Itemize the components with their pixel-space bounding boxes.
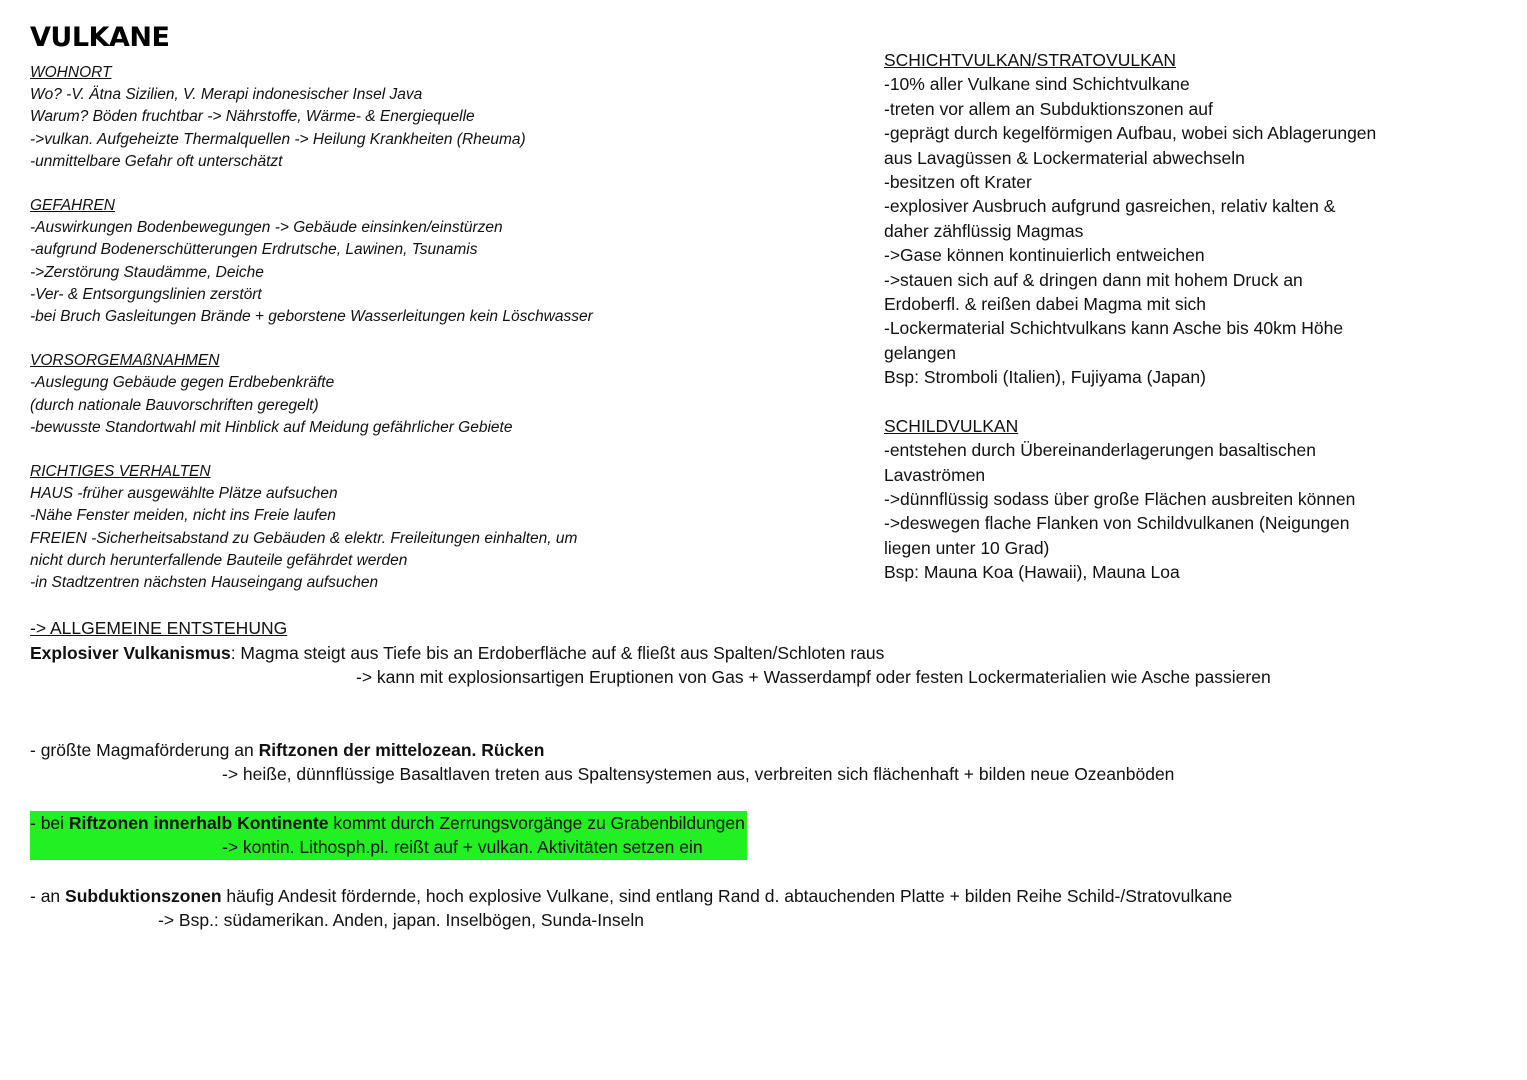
text-line: -Nähe Fenster meiden, nicht ins Freie laufen — [30, 507, 336, 525]
text-line — [30, 884, 1500, 909]
text-line: aus Lavagüssen & Lockermaterial abwechseln — [884, 147, 1245, 168]
text-line: -Ver- & Entsorgungslinien zerstört — [30, 285, 262, 303]
text-fragment: : Magma steigt aus Tiefe bis an Erdoberfläche auf & fließt aus Spalten/Schloten raus — [230, 642, 885, 663]
text-line: -> Bsp.: südamerikan. Anden, japan. Inselbögen, Sunda-Inseln — [158, 910, 644, 930]
text-line: -geprägt durch kegelförmigen Aufbau, wobei sich Ablagerungen — [884, 123, 1377, 144]
bold-term: Riftzonen der mittelozean. Rücken — [258, 739, 545, 760]
section-heading: RICHTIGES VERHALTEN — [30, 463, 211, 481]
text-line: Erdoberfl. & reißen dabei Magma mit sich — [884, 294, 1206, 315]
text-line: Lavaströmen — [884, 464, 986, 485]
text-line: ->deswegen flache Flanken von Schildvulkanen (Neigungen — [884, 513, 1350, 534]
text-fragment: - an — [30, 885, 66, 906]
text-line — [30, 738, 1500, 763]
text-line: -explosiver Ausbruch aufgrund gasreichen, relativ kalten & — [884, 196, 1336, 217]
text-line — [30, 811, 747, 836]
text-line: HAUS -früher ausgewählte Plätze aufsuchen — [30, 485, 338, 503]
text-line: ->Zerstörung Staudämme, Deiche — [30, 263, 264, 281]
section-verhalten — [30, 461, 830, 594]
text-line: Wo? -V. Ätna Sizilien, V. Merapi indonesischer Insel Java — [30, 86, 423, 104]
text-line: -bewusste Standortwahl mit Hinblick auf Meidung gefährlicher Gebiete — [30, 418, 513, 436]
highlighted-block — [30, 811, 747, 860]
right-column — [884, 48, 1504, 609]
text-line: ->dünnflüssig sodass über große Flächen ausbreiten können — [884, 488, 1356, 509]
text-line: liegen unter 10 Grad) — [884, 537, 1050, 558]
text-fragment: - bei — [30, 812, 69, 833]
text-line: -10% aller Vulkane sind Schichtvulkane — [884, 74, 1190, 95]
text-line: FREIEN -Sicherheitsabstand zu Gebäuden & elektr. Freileitungen einhalten, um — [30, 529, 578, 547]
text-fragment: kommt durch Zerrungsvorgänge zu Grabenbildungen — [328, 812, 745, 833]
section-heading: WOHNORT — [30, 64, 112, 81]
text-line: -unmittelbare Gefahr oft unterschätzt — [30, 152, 283, 170]
text-line: -Auslegung Gebäude gegen Erdbebenkräfte — [30, 374, 335, 392]
text-line: gelangen — [884, 342, 957, 363]
text-fragment: - größte Magmaförderung an — [30, 739, 259, 760]
section-schildvulkan — [884, 414, 1504, 585]
section-wohnort — [30, 62, 830, 173]
text-line: -in Stadtzentren nächsten Hauseingang aufsuchen — [30, 574, 379, 592]
text-line: -Lockermaterial Schichtvulkans kann Asche bis 40km Höhe — [884, 318, 1344, 339]
text-line: Bsp: Mauna Koa (Hawaii), Mauna Loa — [884, 562, 1180, 583]
text-line — [30, 641, 1500, 666]
section-heading: -> ALLGEMEINE ENTSTEHUNG — [30, 618, 288, 638]
left-column — [30, 62, 830, 616]
text-fragment: häufig Andesit fördernde, hoch explosive Vulkane, sind entlang Rand d. abtauchenden Platte + bilden Reihe Schild-/Stratovulkane — [221, 885, 1233, 906]
text-line: daher zähflüssig Magmas — [884, 220, 1084, 241]
text-line: ->vulkan. Aufgeheizte Thermalquellen -> Heilung Krankheiten (Rheuma) — [30, 130, 526, 148]
section-gefahren — [30, 195, 830, 328]
bold-term: Subduktionszonen — [65, 885, 222, 906]
bold-term: Explosiver Vulkanismus — [30, 642, 231, 663]
text-line: -bei Bruch Gasleitungen Brände + geborstene Wasserleitungen kein Löschwasser — [30, 308, 593, 326]
section-heading: SCHILDVULKAN — [884, 415, 1019, 436]
bold-term: Riftzonen innerhalb Kontinente — [68, 812, 329, 833]
section-vorsorge — [30, 350, 830, 439]
text-line: Warum? Böden fruchtbar -> Nährstoffe, Wärme- & Energiequelle — [30, 108, 475, 126]
text-line: (durch nationale Bauvorschriften geregelt) — [30, 396, 319, 414]
page-title: VULKANE — [30, 22, 170, 53]
text-line: ->Gase können kontinuierlich entweichen — [884, 245, 1205, 266]
section-heading: GEFAHREN — [30, 197, 115, 215]
text-line: -treten vor allem an Subduktionszonen auf — [884, 98, 1213, 119]
text-line: -aufgrund Bodenerschütterungen Erdrutsche, Lawinen, Tsunamis — [30, 241, 478, 259]
text-line: -> kann mit explosionsartigen Eruptionen von Gas + Wasserdampf oder festen Lockermaterialien wie Asche passieren — [356, 667, 1271, 687]
text-line: -> heiße, dünnflüssige Basaltlaven treten aus Spaltensystemen aus, verbreiten sich flächenhaft + bilden neue Ozeanböden — [222, 764, 1175, 784]
section-schichtvulkan — [884, 48, 1504, 390]
text-line: nicht durch herunterfallende Bauteile gefährdet werden — [30, 551, 408, 569]
text-line: ->stauen sich auf & dringen dann mit hohem Druck an — [884, 269, 1303, 290]
section-heading: VORSORGEMAßNAHMEN — [30, 352, 220, 370]
section-allgemeine-entstehung — [30, 616, 1500, 933]
text-line: -entstehen durch Übereinanderlagerungen basaltischen — [884, 440, 1316, 461]
text-line: -> kontin. Lithosph.pl. reißt auf + vulkan. Aktivitäten setzen ein — [222, 837, 703, 857]
text-line: -Auswirkungen Bodenbewegungen -> Gebäude einsinken/einstürzen — [30, 219, 503, 237]
section-heading: SCHICHTVULKAN/STRATOVULKAN — [884, 50, 1177, 70]
text-line: -besitzen oft Krater — [884, 172, 1032, 193]
text-line: Bsp: Stromboli (Italien), Fujiyama (Japan) — [884, 367, 1206, 388]
